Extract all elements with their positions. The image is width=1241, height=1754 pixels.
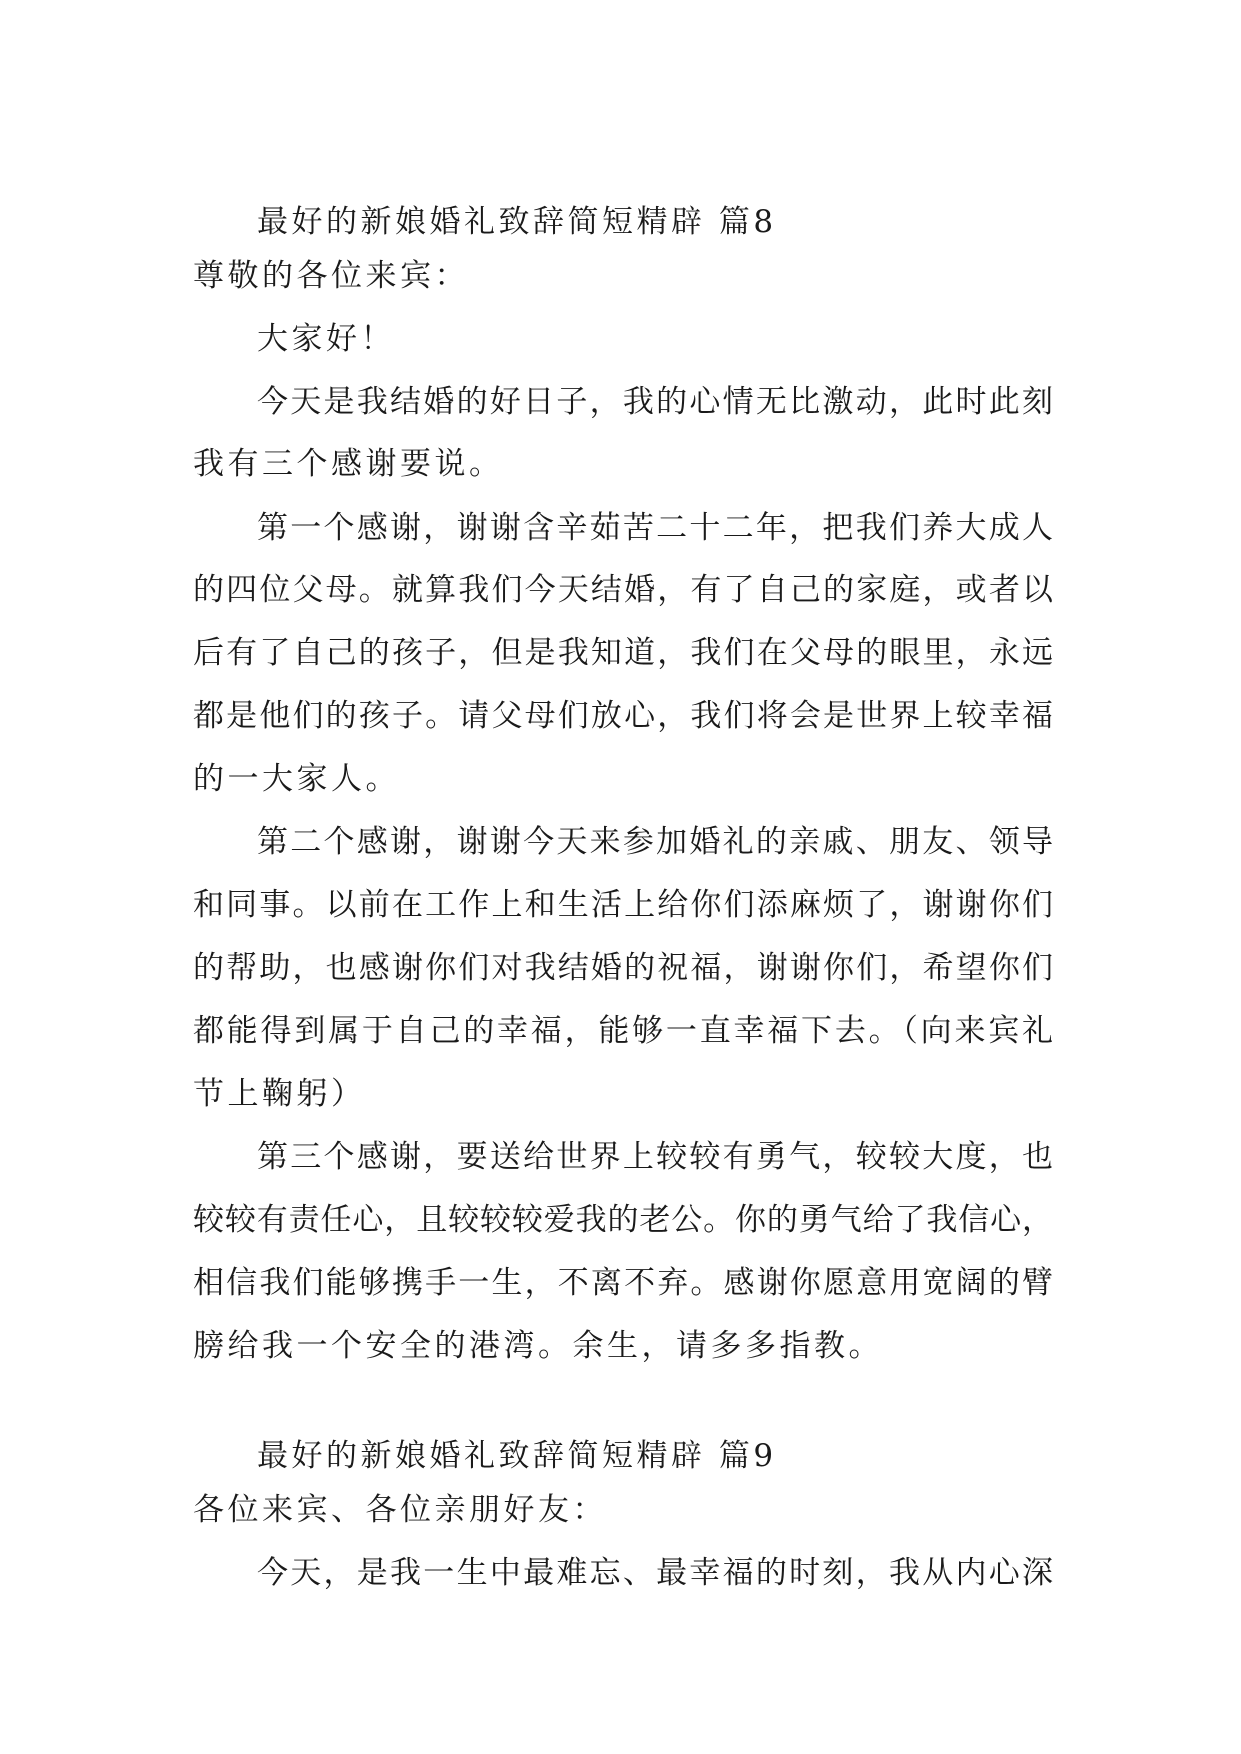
- paragraph-line: 都能得到属于自己的幸福，能够一直幸福下去。（向来宾礼: [193, 1013, 1053, 1049]
- paragraph-line: 和同事。以前在工作上和生活上给你们添麻烦了，谢谢你们: [193, 887, 1053, 923]
- paragraph-line: 第一个感谢，谢谢含辛茹苦二十二年，把我们养大成人: [257, 510, 1053, 546]
- paragraph-line: 我有三个感谢要说。: [193, 446, 504, 482]
- section-heading: 最好的新娘婚礼致辞简短精辟 篇8: [257, 204, 777, 240]
- paragraph-line: 的一大家人。: [193, 761, 400, 797]
- paragraph-line: 第二个感谢，谢谢今天来参加婚礼的亲戚、朋友、领导: [257, 824, 1053, 860]
- paragraph-line: 较较有责任心，且较较较爱我的老公。你的勇气给了我信心，: [193, 1202, 1053, 1238]
- section-heading: 最好的新娘婚礼致辞简短精辟 篇9: [257, 1438, 777, 1474]
- salutation: 各位来宾、各位亲朋好友：: [193, 1492, 607, 1528]
- paragraph-line: 今天是我结婚的好日子，我的心情无比激动，此时此刻: [257, 384, 1053, 420]
- paragraph-line: 的帮助，也感谢你们对我结婚的祝福，谢谢你们，希望你们: [193, 950, 1053, 986]
- paragraph-line: 后有了自己的孩子，但是我知道，我们在父母的眼里，永远: [193, 635, 1053, 671]
- paragraph-line: 第三个感谢，要送给世界上较较有勇气，较较大度，也: [257, 1139, 1053, 1175]
- paragraph-line: 节上鞠躬）: [193, 1076, 366, 1112]
- greeting-line: 大家好！: [257, 321, 395, 357]
- paragraph-line: 膀给我一个安全的港湾。余生，请多多指教。: [193, 1328, 883, 1364]
- paragraph-line: 的四位父母。就算我们今天结婚，有了自己的家庭，或者以: [193, 572, 1053, 608]
- paragraph-line: 今天，是我一生中最难忘、最幸福的时刻，我从内心深: [257, 1555, 1053, 1591]
- paragraph-line: 都是他们的孩子。请父母们放心，我们将会是世界上较幸福: [193, 698, 1053, 734]
- salutation: 尊敬的各位来宾：: [193, 258, 469, 294]
- paragraph-line: 相信我们能够携手一生，不离不弃。感谢你愿意用宽阔的臂: [193, 1265, 1053, 1301]
